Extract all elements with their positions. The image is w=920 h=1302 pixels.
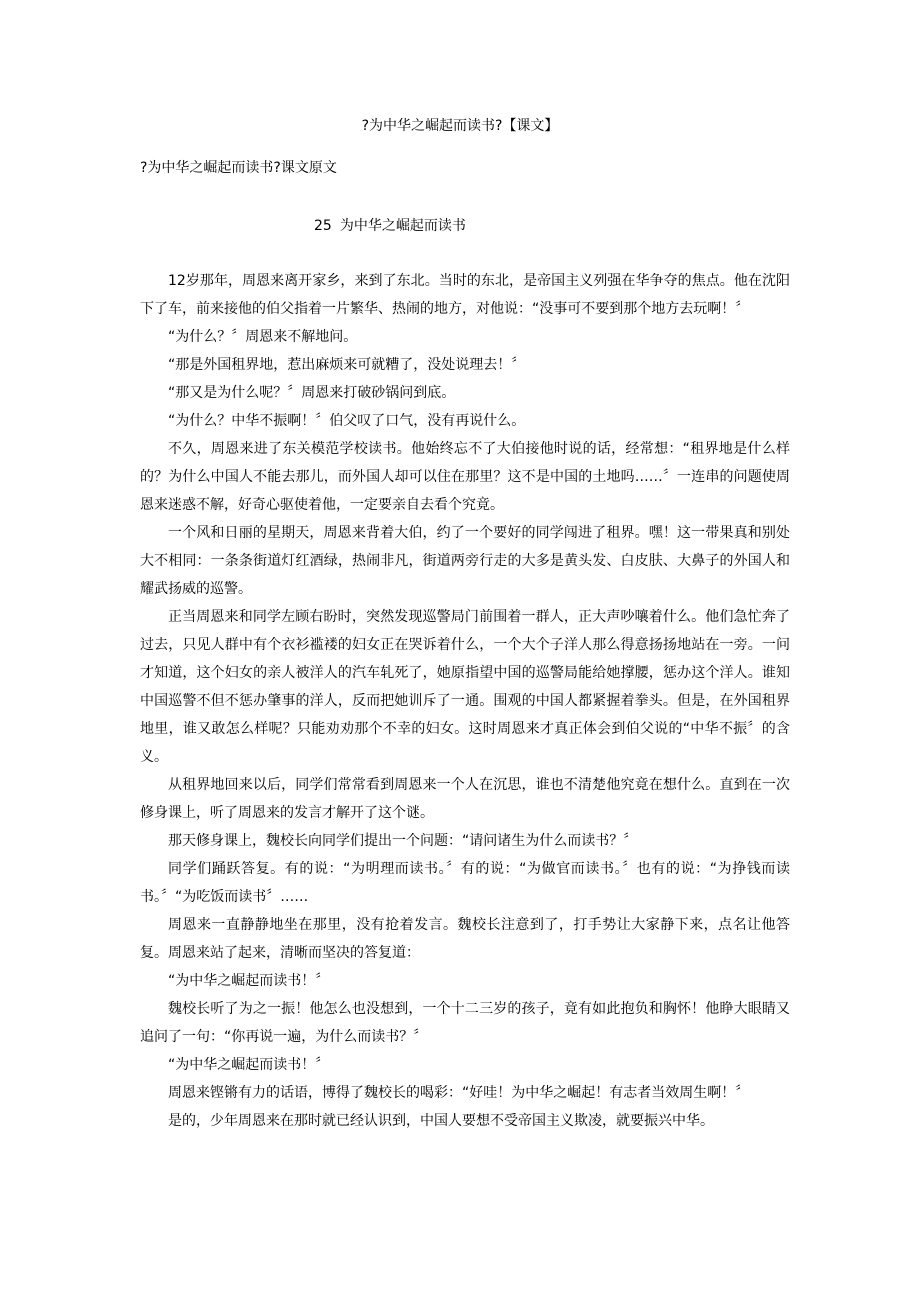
paragraph: 从租界地回来以后，同学们常常看到周恩来一个人在沉思，谁也不清楚他究竟在想什么。直到在一次修身课上，听了周恩来的发言才解开了这个谜。: [140, 777, 790, 821]
paragraph: 不久，周恩来进了东关模范学校读书。他始终忘不了大伯接他时说的话，经常想：“租界地是什么样的？为什么中国人不能去那儿，而外国人却可以住在那里？这不是中国的土地吗……〞一连串的问题使周恩来迷惑不解，好奇心驱使着他，一定要亲自去看个究竟。: [140, 441, 790, 513]
lesson-heading: [314, 216, 466, 236]
lesson-title: 为中华之崛起而读书: [339, 218, 466, 234]
document-title: ?为中华之崛起而读书?【课文】: [361, 118, 559, 134]
paragraph: 魏校长听了为之一振！他怎么也没想到，一个十二三岁的孩子，竟有如此抱负和胸怀！他睁大眼睛又追问了一句：“你再说一遍，为什么而读书？〞: [140, 1001, 790, 1045]
paragraph: “为中华之崛起而读书！〞: [168, 973, 330, 989]
paragraph: 周恩来一直静静地坐在那里，没有抢着发言。魏校长注意到了，打手势让大家静下来，点名让他答复。周恩来站了起来，清晰而坚决的答复道：: [140, 917, 790, 961]
paragraph: 一个风和日丽的星期天，周恩来背着大伯，约了一个要好的同学闯进了租界。嘿！这一带果真和别处大不相同：一条条街道灯红酒绿，热闹非凡，街道两旁行走的大多是黄头发、白皮肤、大鼻子的外国人和耀武扬威的巡警。: [140, 525, 790, 597]
lesson-body: [140, 267, 790, 1135]
paragraph: 正当周恩来和同学左顾右盼时，突然发现巡警局门前围着一群人，正大声吵嚷着什么。他们急忙奔了过去，只见人群中有个衣衫褴褛的妇女正在哭诉着什么，一个大个子洋人那么得意扬扬地站在一旁。一问才知道，这个妇女的亲人被洋人的汽车轧死了，她原指望中国的巡警局能给她撑腰，惩办这个洋人。谁知中国巡警不但不惩办肇事的洋人，反而把她训斥了一通。围观的中国人都紧握着拳头。但是，在外国租界地里，谁又敢怎么样呢？只能劝劝那个不幸的妇女。这时周恩来才真正体会到伯父说的“中华不振〞的含义。: [140, 609, 790, 765]
paragraph: 同学们踊跃答复。有的说：“为明理而读书。〞有的说：“为做官而读书。〞也有的说：“为挣钱而读书。〞“为吃饭而读书〞……: [140, 861, 790, 905]
paragraph: “那又是为什么呢？〞周恩来打破砂锅问到底。: [168, 385, 456, 401]
paragraph: “那是外国租界地，惹出麻烦来可就糟了，没处说理去！〞: [168, 357, 526, 373]
paragraph: “为什么？〞周恩来不解地问。: [168, 329, 358, 345]
paragraph: 那天修身课上，魏校长向同学们提出一个问题：“请问诸生为什么而读书？〞: [168, 833, 638, 849]
paragraph: 周恩来铿锵有力的话语，博得了魏校长的喝彩：“好哇！为中华之崛起！有志者当效周生啊！〞: [168, 1085, 750, 1101]
paragraph: “为中华之崛起而读书！〞: [168, 1057, 330, 1073]
document-subtitle: ?为中华之崛起而读书?课文原文: [140, 160, 337, 176]
lesson-number: 25: [314, 218, 332, 234]
paragraph: “为什么？中华不振啊！〞伯父叹了口气，没有再说什么。: [168, 413, 526, 429]
paragraph: 12岁那年，周恩来离开家乡，来到了东北。当时的东北，是帝国主义列强在华争夺的焦点。他在沈阳下了车，前来接他的伯父指着一片繁华、热闹的地方，对他说：“没事可不要到那个地方去玩啊！〞: [140, 273, 790, 317]
paragraph: 是的，少年周恩来在那时就已经认识到，中国人要想不受帝国主义欺凌，就要振兴中华。: [168, 1113, 714, 1129]
